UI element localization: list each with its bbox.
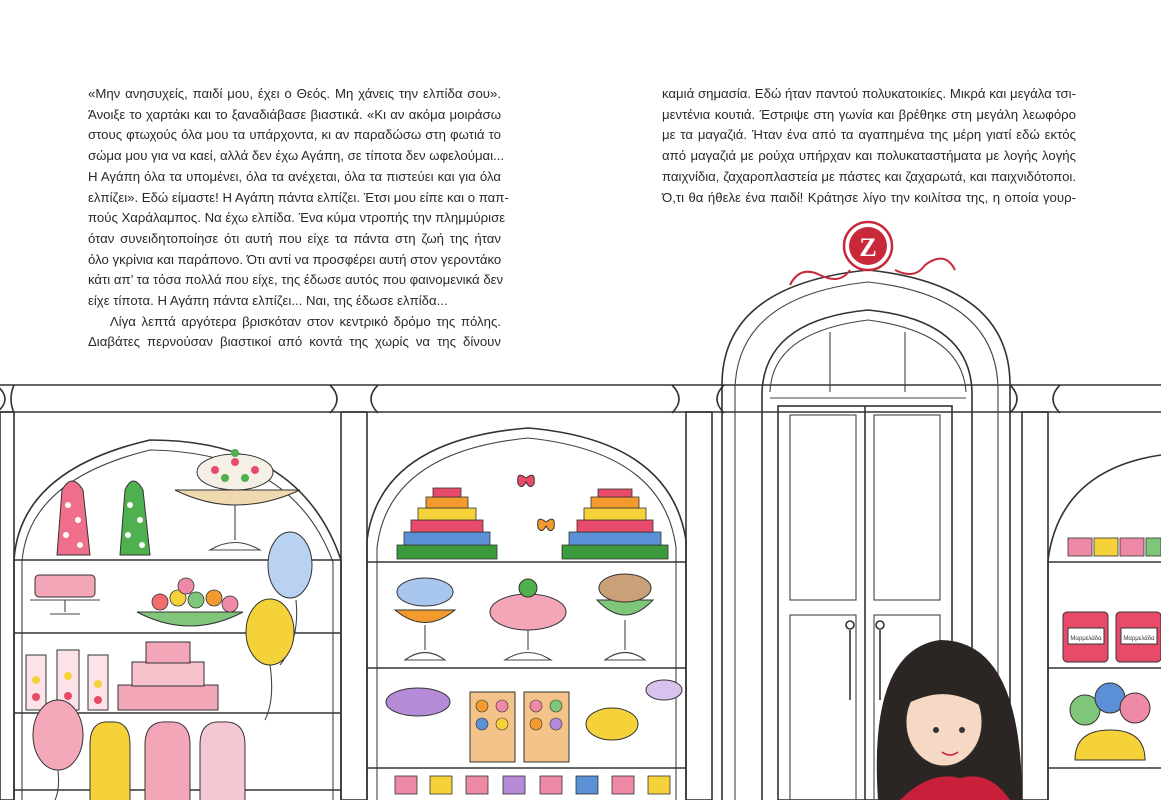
- right-line-5: παιχνίδια, ζαχαροπλαστεία με πάστες και ζαχαρωτά, και παιχνιδότοποι.: [662, 168, 1076, 184]
- left-line-3: στους φτωχούς όλα μου τα υπάρχοντα, κι αν παραδώσω στη φωτιά το: [88, 127, 501, 143]
- left-page-text: [88, 84, 509, 353]
- right-line-1: καμιά σημασία. Εδώ ήταν παντού πολυκατοικίες. Μικρά και μεγάλα τσι-: [662, 86, 1076, 101]
- left-line-5: Η Αγάπη όλα τα υπομένει, όλα τα ανέχεται, όλα τα πιστεύει και για όλα: [88, 168, 501, 184]
- left-line-6: ελπίζει». Εδώ είμαστε! Η Αγάπη πάντα ελπίζει. Έτσι μου είπε και ο παπ-: [88, 189, 509, 205]
- left-line-13: Διαβάτες περνούσαν βιαστικοί από κοντά της χωρίς να της δίνουν: [88, 334, 501, 350]
- jar-label-2: Μαρμελάδα: [1123, 636, 1155, 642]
- sign-letter: Z: [859, 233, 877, 262]
- left-line-7: πούς Χαράλαμπος. Να έχω ελπίδα. Ένα κύμα ντροπής την πλημμύρισε: [88, 210, 506, 226]
- left-line-4: σώμα μου για να καεί, αλλά δεν έχω Αγάπη, σε τίποτα δεν ωφελούμαι...: [88, 148, 505, 164]
- left-line-11: είχε τίποτα. Η Αγάπη πάντα ελπίζει... Ναι, της έδωσε ελπίδα...: [88, 293, 448, 309]
- shop-sign: [790, 222, 955, 285]
- right-line-2: μεντένια κουτιά. Έστριψε στη γωνία και βρέθηκε στη μεγάλη λεωφόρο: [662, 106, 1076, 122]
- center-display-window: [367, 428, 686, 800]
- left-line-10: κάτι απ’ τα τόσα πολλά που είχε, της έδωσε αυτός που φαινομενικά δεν: [88, 272, 504, 288]
- right-display-window: [1048, 455, 1161, 800]
- left-line-9: όλο γκρίνια και παράπονο. Ότι αντί να προσφέρει αυτή στον γεροντάκο: [88, 251, 502, 267]
- right-line-6: Ό,τι θα ήθελε ένα παιδί! Κράτησε λίγο την κοιλίτσα της, η οποία γουρ-: [662, 189, 1076, 205]
- left-line-1: «Μην ανησυχείς, παιδί μου, έχει ο Θεός. Μη χάνεις την ελπίδα σου».: [88, 86, 501, 101]
- right-line-3: με τα μαγαζιά. Ήταν ένα από τα αγαπημένα της μέρη γιατί εδώ εκτός: [662, 127, 1076, 143]
- left-line-8: όταν συνειδητοποίησε ότι αυτή που είχε τα πάντα στη ζωή της ήταν: [88, 230, 501, 246]
- left-line-12: Λίγα λεπτά αργότερα βρισκόταν στον κεντρικό δρόμο της πόλης.: [88, 313, 501, 329]
- right-line-4: από μαγαζιά με ρούχα υπήρχαν και πολυκαταστήματα με λογής λογής: [662, 148, 1076, 164]
- jar-label-1: Μαρμελάδα: [1070, 636, 1102, 642]
- left-line-2: Άνοιξε το χαρτάκι και το ξαναδιάβασε βιαστικά. «Κι αν ακόμα μοιράσω: [88, 106, 501, 122]
- girl-character: [877, 640, 1022, 800]
- right-page-text: [662, 84, 1076, 208]
